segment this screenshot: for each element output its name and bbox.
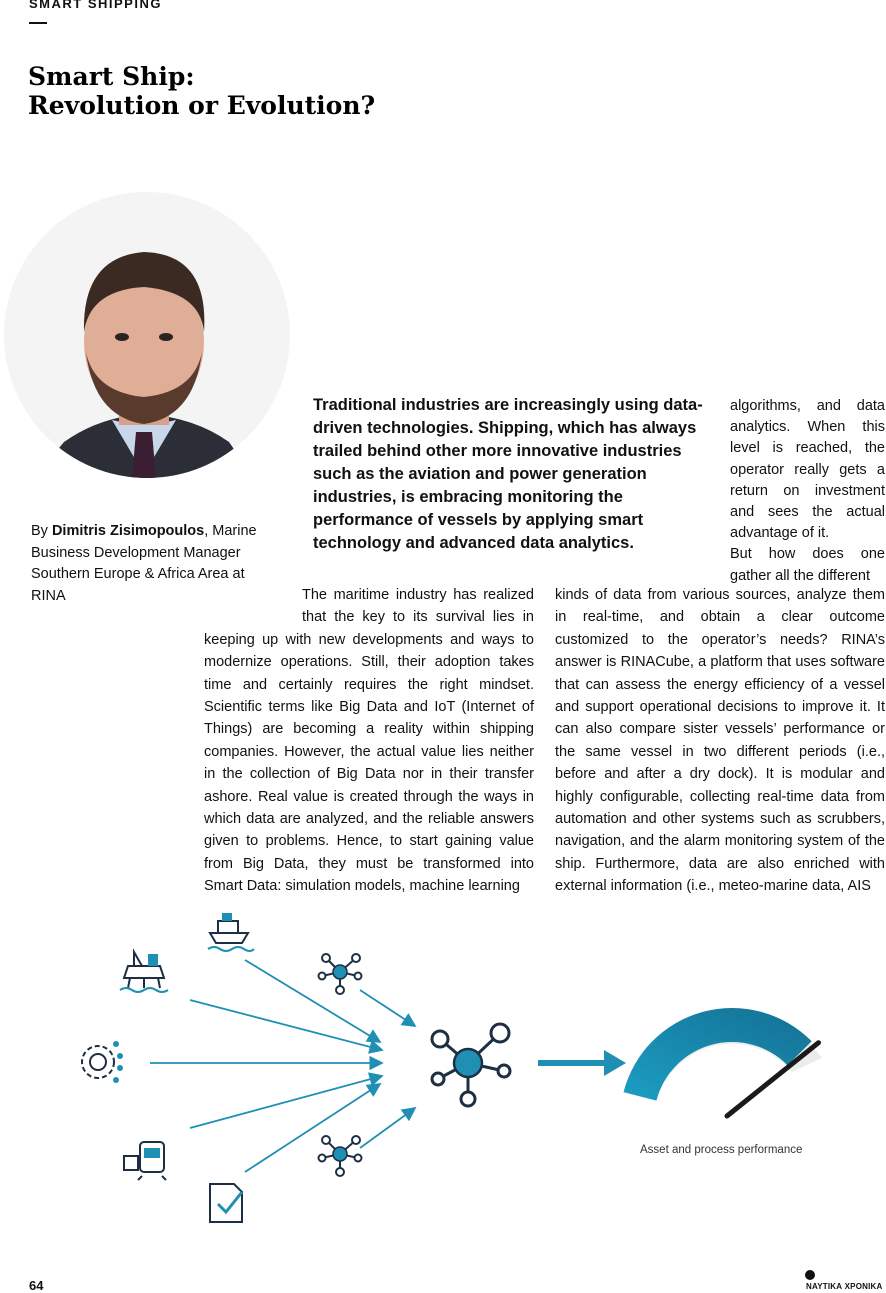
author-name: Dimitris Zisimopoulos <box>51 523 205 539</box>
byline-prefix: By <box>31 523 52 539</box>
data-flow-diagram <box>30 890 856 1235</box>
automation-gear-icon <box>82 1041 123 1083</box>
ship-icon <box>208 913 254 951</box>
column-1-text: The maritime industry has realized that the key to its survival lies in keeping up with new developments and ways to modernize operations. Still, their adoption takes time and certainly requires the right mindset. Scientific terms like Big Data and IoT (Internet of Things) are becoming a reality within shipping companies. However, the actual value lies neither in the collection of Big Data nor in their transfer ashore. Real value is created through the ways in which data are analyzed, and the reliable answers given to problems. Hence, to start gaining value from Big Data, they must be transformed into Smart Data: simulation models, machine learning <box>204 587 534 895</box>
author-role: Marine Business Development Manager Southern Europe & Africa Area at RINA <box>31 523 257 604</box>
lead-paragraph: Traditional industries are increasingly using data-driven technologies. Shipping, which has always trailed behind other more innovative industries such as the aviation and power generation industries, is embracing monitoring the performance of vessels by applying smart technology and advanced data analytics. <box>313 396 703 552</box>
side-paragraph-2: But how does one gather all the different <box>730 546 885 584</box>
performance-gauge-icon <box>624 1008 822 1116</box>
gauge-fill <box>624 1008 812 1101</box>
side-column <box>730 396 885 587</box>
input-arrows <box>150 960 415 1172</box>
small-node-bottom-icon <box>319 1136 362 1176</box>
page-number: 64 <box>29 1278 44 1293</box>
publication-name: ΝΑΥΤΙΚΑ ΧΡΟΝΙΚΑ <box>806 1282 883 1291</box>
body-column-2 <box>555 584 885 898</box>
data-hub-icon <box>432 1024 510 1106</box>
section-tag: SMART SHIPPING <box>29 0 162 11</box>
output-arrow <box>538 1050 626 1076</box>
title-line-2: Revolution or Evolution? <box>28 91 376 120</box>
body-column-1 <box>204 584 534 898</box>
side-paragraph-1: algorithms, and data analytics. When this level is reached, the operator really gets a return on investment and sees the actual advantage of it. <box>730 398 885 542</box>
offshore-platform-icon <box>120 952 168 992</box>
transport-icon <box>124 1142 166 1180</box>
title-line-1: Smart Ship: <box>28 62 195 91</box>
diagram-output-label: Asset and process performance <box>640 1144 803 1156</box>
publication-logo-icon <box>805 1270 815 1280</box>
article-title <box>28 62 375 120</box>
section-dash <box>29 22 47 24</box>
document-check-icon <box>210 1184 242 1222</box>
author-portrait <box>4 192 290 478</box>
column-2-text: kinds of data from various sources, analyze them in real-time, and obtain a clear outcome customized to the operator’s needs? RINA’s answer is RINACube, a platform that uses software that can assess the energy efficiency of a vessel and support operational decisions to improve it. It can also compare sister vessels’ performance or the same vessel in two different periods (i.e., before and after a dry dock). It is modular and highly configurable, collecting real-time data from automation and other systems such as scrubbers, navigation, and the alarm monitoring system of the ship. Furthermore, data are also enriched with external information (i.e., meteo-marine data, AIS <box>555 587 885 895</box>
byline: By Dimitris Zisimopoulos, Marine Business Development Manager Southern Europe & Africa Area at RINA <box>31 523 257 604</box>
small-node-top-icon <box>319 954 362 994</box>
